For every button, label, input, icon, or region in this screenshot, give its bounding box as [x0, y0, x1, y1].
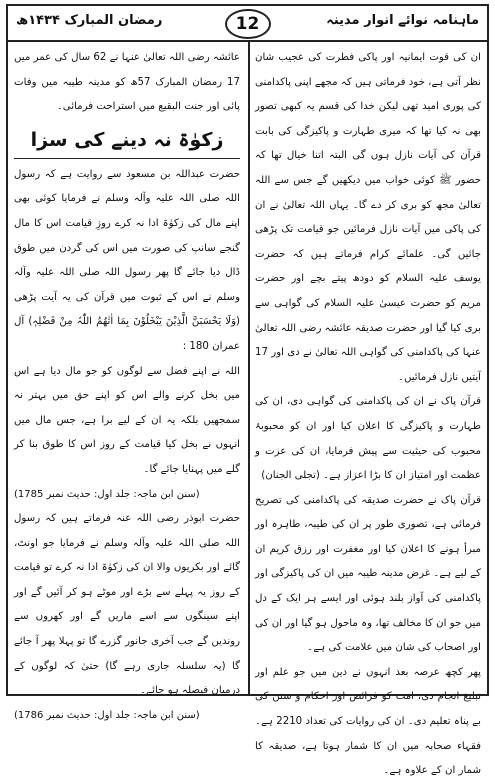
page-number: 12	[225, 9, 271, 39]
magazine-title: ماہنامہ نوائے انوار مدینہ	[326, 13, 479, 28]
page-header	[8, 6, 487, 40]
magazine-page	[6, 4, 489, 777]
hadith-paragraph: حضرت ابوذر رضی اللہ عنہ فرماتے ہیں کہ رسول اللہ صلی اللہ علیہ وآلہ وسلم نے فرمایا جو اونٹ، گائے اور بکریوں والا ان کی زکوٰۃ ادا نہ کرے تو قیامت کے روز یہ پہلے سے بڑے اور موٹے ہو کر آئیں گے اور اپنے سینگوں سے اسے ماریں گے اور کھروں سے روندیں گے جب آخری جانور گزرے گا تو پہلا پھر آ جائے گا (یہ سلسلہ جاری رہے گا) حتیٰ کہ لوگوں کے درمیان فیصلہ ہو جائے۔	[14, 513, 240, 697]
right-column	[255, 46, 481, 777]
right-paragraph: ان کی قوت ایمانیہ اور پاکی فطرت کی عجیب شان نظر آتی ہے، خود فرماتی ہیں کہ مجھے اپنی پاکدامنی کی پوری امید تھی لیکن خدا کی قسم یہ کبھی تصور بھی نہ کیا تھا کہ میری طہارت و پاکیزگی کی بابت قرآن کی آیات نازل ہوں گی البتہ اتنا خیال تھا کہ حضور ﷺ کوئی خواب میں دیکھیں گے جس سے اللہ تعالیٰ مجھ کو بری کر دے گا۔ یہاں اللہ تعالیٰ نے ان کی پاکی میں آیات نازل فرمائیں جو قیامت تک پڑھی جائیں گی۔ علمائے کرام فرماتے ہیں کہ حضرت یوسف علیہ السلام کو دودھ پیتے بچے اور حضرت مریم کو حضرت عیسیٰ علیہ السلام کی گواہی سے بری کیا گیا اور حضرت صدیقہ عائشہ رضی اللہ تعالیٰ عنہا کی پاکدامنی کی گواہی اللہ تعالیٰ نے دی اور 17 آیتیں نازل فرمائیں۔	[255, 52, 481, 383]
section-title: زکوٰۃ نہ دینے کی سزا	[14, 126, 240, 159]
right-paragraph: پھر کچھ عرصہ بعد انہوں نے دین میں جو علم اور تبلیغ انجام دی، امت کو فرائض اور احکام و سنن کی بے پناہ تعلیم دی۔ ان کی روایات کی تعداد 2210 ہے۔ فقہاء صحابہ میں ان کا شمار ہوتا ہے، صدیقہ کا شمار ان کے علاوہ ہے۔	[255, 666, 481, 777]
hadith-paragraph: حضرت عبداللہ بن مسعود سے روایت ہے کہ رسول اللہ صلی اللہ علیہ وآلہ وسلم نے فرمایا کوئی بھی اپنے مال کی زکوٰۃ ادا نہ کرے روزِ قیامت اس کا مال گنجے سانپ کی صورت میں اس کی گردن میں طوق ڈال دیا جائے گا پھر رسول اللہ صلی اللہ علیہ وآلہ وسلم نے اس کے ثبوت میں قرآن کی یہ آیت پڑھی (وَلَا یَحْسَبَنَّ الَّذِیْنَ یَبْخَلُوْنَ بِمَا اٰتٰھُمُ اللّٰہُ مِنْ فَضْلِہٖ) آل عمران 180 :	[14, 168, 240, 352]
column-divider	[248, 42, 250, 694]
hadith-reference: (سنن ابن ماجہ: جلد اول: حدیث نمبر 1786)	[14, 709, 200, 721]
intro-paragraph: عائشہ رضی اللہ تعالیٰ عنہا نے 62 سال کی عمر میں 17 رمضان المبارک 57ھ کو مدینہ طیبہ میں وفات پائی اور جنت البقیع میں استراحت فرمائی۔	[14, 52, 240, 113]
hadith-paragraph: اللہ نے اپنے فضل سے لوگوں کو جو مال دیا ہے اس میں بخل کرنے والے اس کو اپنے حق میں بہتر نہ سمجھیں بلکہ یہ ان کے لیے برا ہے، جس مال میں انہوں نے بخل کیا قیامت کے روز اس کا طوق بنا کر گلے میں پہنایا جائے گا۔	[14, 365, 240, 475]
right-paragraph: قرآن پاک نے ان کی پاکدامنی کی گواہی دی، ان کی طہارت و پاکیزگی کا اعلان کیا اور ان کو محبوبۂ محبوب کی حیثیت سے پیش فرمایا، ان کی عزت و عظمت اور امتیاز ان کا بڑا اعزاز ہے۔ (تجلی الجنان)	[255, 396, 481, 482]
left-column	[14, 46, 240, 721]
issue-date: رمضان المبارک ۱۴۳۴ھ	[16, 13, 163, 28]
right-paragraph: قرآن پاک نے حضرت صدیقہ کی پاکدامنی کی تصریح فرمائی ہے، تصوری طور پر ان کی طیبہ، طاہرہ اور مبرأ ہونے کا اعلان کیا اور مغفرت اور رزق کریم ان کے لیے ہے۔ غرض مدینہ طیبہ میں ان کی پاکیزگی اور پاکدامنی کی آواز بلند ہوئی اور ایسے ہر ایک کے دل میں جو ان کا مخالف تھا، وہ ماحول ہو گیا اور ان کی اور اصحاب کی شان میں علامت کی ہے۔	[255, 494, 481, 654]
hadith-reference: (سنن ابن ماجہ: جلد اول: حدیث نمبر 1785)	[14, 488, 200, 500]
